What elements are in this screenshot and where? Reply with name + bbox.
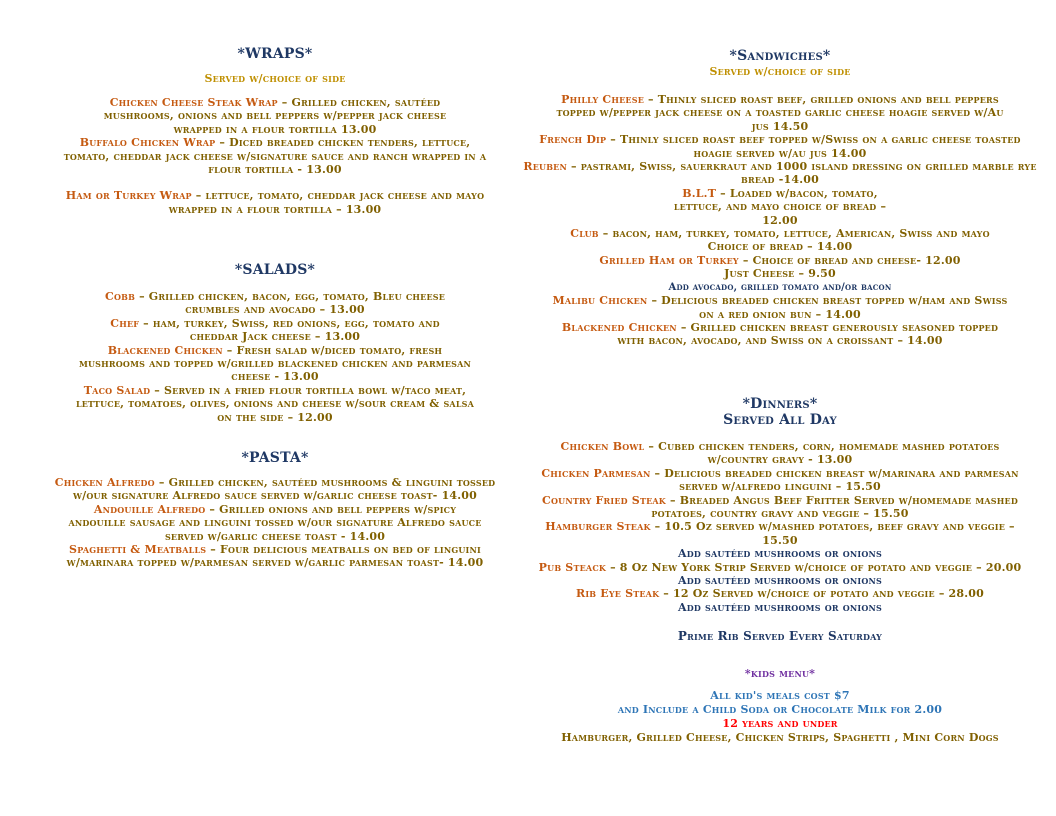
menu-item [40, 136, 510, 176]
wraps-section [40, 46, 510, 216]
item-name: Malibu Chicken [552, 294, 648, 308]
item-desc: – Grilled chicken breast generously seasoned topped with bacon, avocado, and Swiss on a croissant – 14.00 [617, 320, 999, 348]
item-desc: – Four delicious meatballs on bed of linguini w/marinara topped w/parmesan served w/garlic parmesan toast- 14.00 [66, 543, 484, 570]
menu-item [520, 93, 1040, 133]
menu-item [520, 440, 1040, 467]
menu-item [40, 503, 510, 543]
menu-item [520, 494, 1040, 521]
item-name: Chicken Bowl [560, 440, 645, 453]
dinner-addon: Add sautéed mushrooms or onions [677, 547, 883, 561]
item-desc: – Grilled chicken, bacon, egg, tomato, Bleu cheese crumbles and avocado – 13.00 [135, 290, 446, 317]
menu-item [520, 267, 1040, 280]
sandwiches-heading: *Sandwiches* [729, 48, 831, 64]
item-desc: – lettuce, tomato, cheddar jack cheese and mayo wrapped in a flour tortilla – 13.00 [168, 189, 485, 216]
item-desc: – pastrami, Swiss, sauerkraut and 1000 island dressing on grilled marble rye bread -14.00 [566, 160, 1037, 187]
item-name: Grilled Ham or Turkey [599, 253, 739, 267]
dinners-heading: *Dinners* [742, 396, 818, 412]
sandwiches-subheading: Served w/choice of side [709, 65, 851, 78]
item-name: Blackened Chicken [561, 320, 677, 334]
menu-item [520, 321, 1040, 348]
item-name: Reuben [523, 160, 567, 174]
kids-drink: and Include a Child Soda or Chocolate Milk for 2.00 [617, 703, 943, 716]
menu-item [520, 587, 1040, 600]
menu-item [520, 561, 1040, 574]
dinner-addon: Add sautéed mushrooms or onions [677, 600, 883, 614]
item-desc: – Fresh salad w/diced tomato, fresh mushrooms and topped w/grilled blackened chicken and parmesan cheese - 13.00 [78, 343, 472, 384]
item-name: B.L.T [682, 186, 717, 200]
item-desc: – bacon, ham, turkey, tomato, lettuce, American, Swiss and mayo Choice of bread – 14.00 [598, 227, 990, 254]
item-desc: – Cubed chicken tenders, corn, homemade mashed potatoes w/country gravy - 13.00 [644, 440, 1000, 467]
sandwiches-section [520, 48, 1040, 348]
item-name: Cobb [104, 290, 136, 303]
item-name: Hamburger Steak [545, 520, 651, 534]
menu-item [520, 467, 1040, 494]
item-name: Buffalo Chicken Wrap [79, 136, 216, 150]
item-name: Spaghetti & Meatballs [69, 543, 207, 557]
item-desc: – Delicious breaded chicken breast w/marinara and parmesan served w/alfredo linguini – 15.50 [650, 466, 1019, 494]
menu-item [40, 189, 510, 216]
salads-heading: *SALADS* [234, 262, 316, 278]
item-desc: – Thinly sliced roast beef, grilled onions and bell peppers topped w/pepper jack cheese on a toasted garlic cheese hoagie served w/Au jus 14.50 [556, 93, 1004, 133]
item-name: Chicken Cheese Steak Wrap [109, 96, 278, 109]
menu-item [40, 384, 510, 424]
prime-rib-note: Prime Rib Served Every Saturday [677, 629, 883, 644]
item-name: Pub Steack [538, 560, 607, 574]
dinners-section [520, 396, 1040, 644]
item-desc: – Grilled chicken, sautéed mushrooms, onions and bell peppers w/pepper jack cheese wrapped in a flour tortilla 13.00 [103, 96, 447, 136]
item-name: French Dip [539, 133, 607, 147]
menu-item [520, 520, 1040, 547]
item-desc: – Loaded w/bacon, tomato, lettuce, and mayo choice of bread – 12.00 [673, 186, 887, 227]
item-desc: – 10.5 Oz served w/mashed potatoes, beef gravy and veggie – 15.50 [650, 520, 1015, 547]
item-name: Taco Salad [83, 383, 151, 397]
item-desc: – 8 Oz New York Strip Served w/choice of potato and veggie – 20.00 [606, 560, 1022, 574]
menu-item [40, 290, 510, 317]
kids-items: Hamburger, Grilled Cheese, Chicken Strips, Spaghetti , Mini Corn Dogs [561, 731, 999, 744]
menu-item [40, 543, 510, 570]
item-desc: Just Cheese – 9.50 [724, 267, 836, 281]
kids-price: All kid's meals cost $7 [710, 689, 850, 702]
pasta-heading: *PASTA* [241, 450, 309, 466]
item-name: Chicken Alfredo [54, 476, 155, 489]
item-desc: – Thinly sliced roast beef topped w/Swiss on a garlic cheese toasted hoagie served w/au jus 14.00 [606, 133, 1021, 160]
menu-item [520, 254, 1040, 267]
dinners-subheading: Served All Day [723, 412, 837, 428]
item-name: Ham or Turkey Wrap [65, 189, 192, 203]
item-desc: – Breaded Angus Beef Fritter Served w/homemade mashed potatoes, country gravy and veggie – 15.50 [651, 493, 1018, 521]
pasta-section [40, 450, 510, 570]
menu-item [520, 227, 1040, 254]
item-name: Blackened Chicken [107, 343, 223, 357]
item-name: Chicken Parmesan [541, 466, 651, 480]
item-desc: – Delicious breaded chicken breast topped w/ham and Swiss on a red onion bun – 14.00 [647, 294, 1008, 321]
item-desc: – Served in a fried flour tortilla bowl w/taco meat, lettuce, tomatoes, olives, onions and cheese w/sour cream & salsa on the side – 12.00 [75, 383, 475, 424]
item-name: Rib Eye Steak [575, 587, 660, 601]
kids-age: 12 years and under [722, 717, 838, 730]
item-desc: – Diced breaded chicken tenders, lettuce, tomato, cheddar jack cheese w/signature sauce and ranch wrapped in a flour tortilla - 13.00 [63, 136, 487, 177]
menu-item [520, 133, 1040, 160]
wraps-subheading: Served w/choice of side [204, 72, 346, 85]
dinner-addon: Add sautéed mushrooms or onions [677, 574, 883, 588]
menu-item [520, 294, 1040, 321]
item-name: Club [570, 227, 599, 241]
salads-section [40, 262, 510, 424]
sandwich-addon: Add avocado, grilled tomato and/or bacon [668, 281, 892, 293]
menu-item [520, 160, 1040, 187]
menu-item [40, 344, 510, 384]
item-desc: – Choice of bread and cheese- 12.00 [738, 253, 961, 267]
menu-item [40, 96, 510, 136]
item-desc: – Grilled onions and bell peppers w/spicy andouille sausage and linguini tossed w/our signature Alfredo sauce served w/garlic cheese toast - 14.00 [68, 502, 482, 543]
item-name: Philly Cheese [561, 93, 645, 106]
item-desc: – Grilled chicken, sautéed mushrooms & linguini tossed w/our signature Alfredo sauce served w/garlic cheese toast- 14.00 [72, 476, 496, 503]
menu-item [40, 317, 510, 344]
wraps-heading: *WRAPS* [237, 46, 313, 62]
item-name: Country Fried Steak [542, 493, 666, 507]
menu-item [40, 476, 510, 503]
menu-item [520, 187, 1040, 227]
kids-heading: *kids menu* [744, 667, 816, 680]
item-desc: – 12 Oz Served w/choice of potato and veggie – 28.00 [659, 587, 985, 601]
item-name: Andouille Alfredo [93, 502, 206, 516]
item-desc: – ham, turkey, Swiss, red onions, egg, tomato and cheddar Jack cheese – 13.00 [139, 316, 440, 344]
item-name: Chef [110, 316, 140, 330]
kids-section [520, 667, 1040, 745]
